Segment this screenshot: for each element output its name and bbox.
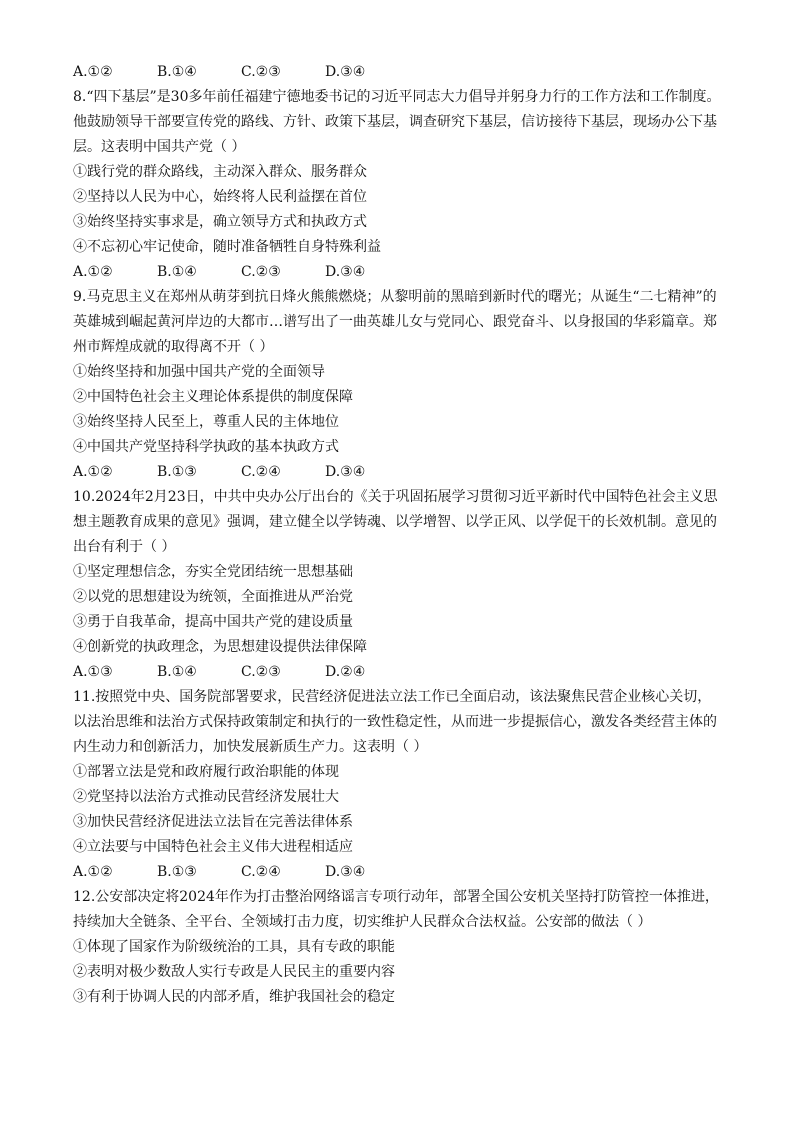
choice-item: ①践行党的群众路线，主动深入群众、服务群众: [73, 164, 367, 180]
option-d: D.③④: [325, 464, 366, 480]
choice-item: ②表明对极少数敌人实行专政是人民民主的重要内容: [73, 964, 395, 980]
option-c: C.②③: [241, 664, 281, 680]
question-9: [73, 285, 723, 485]
option-b: B.①④: [157, 264, 197, 280]
question-11: [73, 685, 723, 885]
choice-item: ③有利于协调人民的内部矛盾，维护我国社会的稳定: [73, 989, 395, 1005]
option-c: C.②④: [241, 464, 281, 480]
question-10: [73, 485, 723, 685]
choice-item: ②党坚持以法治方式推动民营经济发展壮大: [73, 789, 339, 805]
choice-item: ①部署立法是党和政府履行政治职能的体现: [73, 764, 339, 780]
option-b: B.①③: [157, 864, 197, 880]
option-a: A.①②: [73, 464, 113, 480]
option-b: B.①④: [157, 664, 197, 680]
exam-page: [73, 60, 723, 1010]
question-12: [73, 885, 723, 1010]
choice-item: ②中国特色社会主义理论体系提供的制度保障: [73, 389, 353, 405]
question-stem: 11.按照党中央、国务院部署要求，民营经济促进法立法工作已全面启动，该法聚焦民营企业核心关切，以法治思维和法治方式保持政策制定和执行的一致性稳定性，从而进一步提振信心，激发各类经营主体的内生动力和创新活力，加快发展新质生产力。这表明（ ）: [73, 689, 717, 755]
choice-item: ④创新党的执政理念，为思想建设提供法律保障: [73, 639, 367, 655]
question-stem: 10.2024年2月23日，中共中央办公厅出台的《关于巩固拓展学习贯彻习近平新时代中国特色社会主义思想主题教育成果的意见》强调，建立健全以学铸魂、以学增智、以学正风、以学促干的长效机制。意见的出台有利于（ ）: [73, 489, 718, 555]
options-row: [73, 660, 723, 685]
option-a: A.①③: [73, 664, 113, 680]
choice-item: ③加快民营经济促进法立法旨在完善法律体系: [73, 814, 353, 830]
choice-item: ④立法要与中国特色社会主义伟大进程相适应: [73, 839, 353, 855]
option-b: B.①④: [157, 64, 197, 80]
option-c: C.②③: [241, 264, 281, 280]
options-row: [73, 460, 723, 485]
option-a: A.①②: [73, 264, 113, 280]
option-b: B.①③: [157, 464, 197, 480]
choice-item: ②以党的思想建设为统领，全面推进从严治党: [73, 589, 353, 605]
choice-item: ①始终坚持和加强中国共产党的全面领导: [73, 364, 325, 380]
choice-item: ③始终坚持实事求是，确立领导方式和执政方式: [73, 214, 367, 230]
option-d: D.③④: [325, 864, 366, 880]
question-stem: 12.公安部决定将2024年作为打击整治网络谣言专项行动年，部署全国公安机关坚持打防管控一体推进，持续加大全链条、全平台、全领域打击力度，切实维护人民群众合法权益。公安部的做法（ ）: [73, 889, 719, 930]
choice-item: ③勇于自我革命，提高中国共产党的建设质量: [73, 614, 353, 630]
option-c: C.②④: [241, 864, 281, 880]
choice-item: ②坚持以人民为中心，始终将人民利益摆在首位: [73, 189, 367, 205]
question-stem: 8.“四下基层”是30多年前任福建宁德地委书记的习近平同志大力倡导并躬身力行的工作方法和工作制度。他鼓励领导干部要宣传党的路线、方针、政策下基层，调查研究下基层，信访接待下基层，现场办公下基层。这表明中国共产党（ ）: [73, 89, 721, 155]
choice-item: ④不忘初心牢记使命，随时准备牺牲自身特殊利益: [73, 239, 381, 255]
question-stem: 9.马克思主义在郑州从萌芽到抗日烽火熊熊燃烧；从黎明前的黑暗到新时代的曙光；从诞生“二七精神”的英雄城到崛起黄河岸边的大都市…谱写出了一曲英雄儿女与党同心、跟党奋斗、以身报国的华彩篇章。郑州市辉煌成就的取得离不开（ ）: [73, 289, 717, 355]
options-row: [73, 260, 723, 285]
option-a: A.①②: [73, 64, 113, 80]
option-d: D.③④: [325, 64, 366, 80]
top-options-row: [73, 60, 723, 85]
option-d: D.②④: [325, 664, 366, 680]
question-8: [73, 85, 723, 285]
option-a: A.①②: [73, 864, 113, 880]
choice-item: ③始终坚持人民至上，尊重人民的主体地位: [73, 414, 339, 430]
choice-item: ①坚定理想信念，夯实全党团结统一思想基础: [73, 564, 353, 580]
option-d: D.③④: [325, 264, 366, 280]
options-row: [73, 860, 723, 885]
choice-item: ④中国共产党坚持科学执政的基本执政方式: [73, 439, 339, 455]
choice-item: ①体现了国家作为阶级统治的工具，具有专政的职能: [73, 939, 395, 955]
option-c: C.②③: [241, 64, 281, 80]
